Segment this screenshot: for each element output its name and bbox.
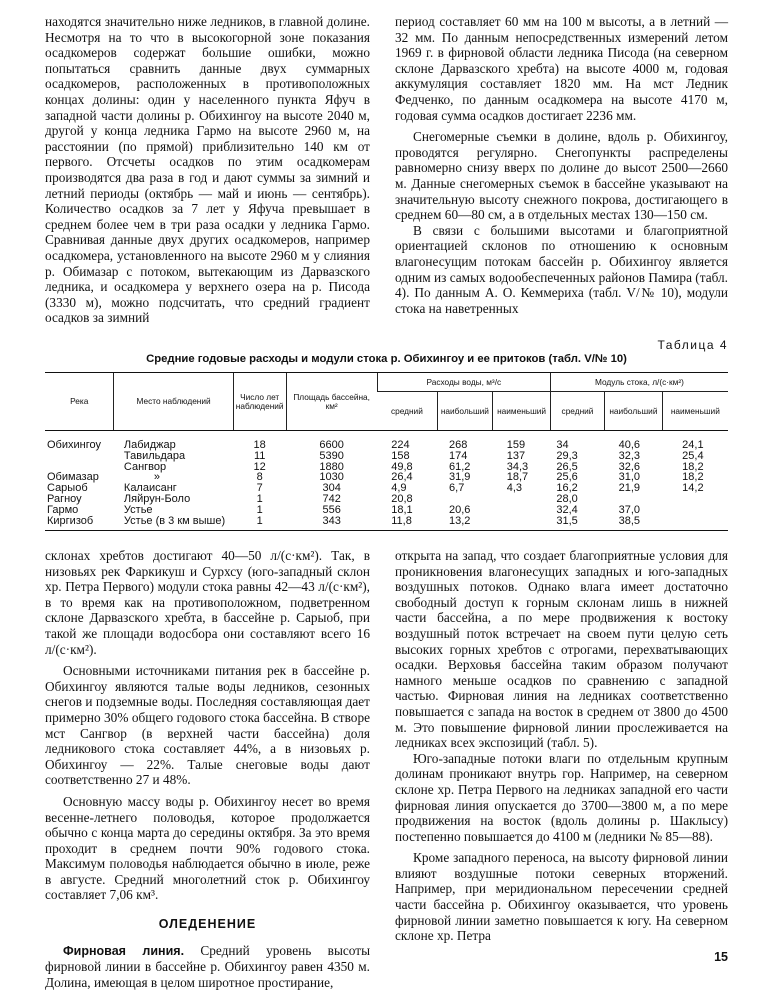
- paragraph: Основными источниками питания рек в бассейне р. Обихингоу являются талые воды ледников, сезонных снегов и подземные воды. Последняя составляющая дает примерно 30% общего годового стока бассейна. В створе мст Сангвор (в верхней части бассейна) доля ледникового стока составляет 44%, а в низовьях р. Обихингоу — 22%. Талые снеговые воды дают соответственно 27 и 48%.: [45, 663, 370, 788]
- paragraph: Снегомерные съемки в долине, вдоль р. Обихингоу, проводятся регулярно. Снегопункты распределены равномерно снизу вверх по долине до высот 2500—2660 м. Данные снегомерных съемок в бассейне указывают на значительную высоту снежного покрова, достигающего в среднем 60—80 см, а в отдельных местах 130—150 см.: [395, 129, 728, 223]
- header-module-mean: средний: [550, 392, 604, 431]
- cell-area: 556: [322, 503, 341, 516]
- cell-place: Тавильдара: [123, 449, 186, 462]
- cell-area: 1880: [319, 460, 344, 473]
- cell-module-max: 21,9: [618, 482, 641, 495]
- header-module-min: наименьший: [662, 392, 728, 431]
- cell-place: Лабиджар: [123, 439, 176, 451]
- cell-flow-min: 34,3: [506, 460, 529, 473]
- bottom-left-column: [45, 548, 370, 990]
- cell-module-mean: 34: [556, 439, 569, 451]
- cell-flow-min: 4,3: [506, 482, 523, 495]
- header-flow-mean: средний: [377, 392, 437, 431]
- header-place: Место наблюдений: [114, 373, 233, 431]
- header-module-group: Модуль стока, л/(с·км²): [550, 373, 728, 392]
- cell-flow-min: [493, 505, 551, 516]
- table-row: [45, 516, 728, 531]
- top-right-column: [395, 14, 728, 316]
- cell-years: 12: [253, 460, 266, 473]
- table-row: [45, 451, 728, 462]
- cell-module-mean: 16,2: [556, 482, 578, 495]
- cell-module-max: 32,6: [618, 460, 641, 473]
- cell-module-mean: 32,4: [556, 503, 578, 516]
- top-left-column: [45, 14, 370, 326]
- cell-module-min: 24,1: [682, 439, 704, 451]
- cell-module-max: 40,6: [618, 439, 641, 451]
- cell-flow-min: 137: [506, 449, 526, 462]
- cell-module-mean: 25,6: [556, 471, 578, 484]
- cell-module-min: [662, 516, 728, 531]
- cell-flow-mean: 26,4: [391, 471, 413, 484]
- cell-module-min: [662, 505, 728, 516]
- paragraph: склонах хребтов достигают 40—50 л/(с·км²). Так, в низовьях рек Фаркикуш и Сурхсу (юго-западный склон хр. Петра Первого) модули стока равны 42—43 л/(с·км²), в то время как на противоположном, подветренном склоне Дарвазского хребта, в бассейне р. Сарыоб, при такой же площади водосбора они составляют всего 16 л/(с·км²).: [45, 548, 370, 657]
- cell-module-max: 37,0: [618, 503, 641, 516]
- section-heading: ОЛЕДЕНЕНИЕ: [158, 917, 257, 932]
- cell-module-min: 14,2: [682, 482, 704, 495]
- cell-area: 742: [322, 492, 341, 505]
- cell-flow-mean: 4,9: [391, 482, 407, 495]
- cell-flow-mean: 49,8: [391, 460, 413, 473]
- cell-flow-min: 159: [506, 439, 526, 451]
- cell-years: 8: [256, 471, 263, 484]
- cell-place: Устье (в 3 км выше): [114, 516, 233, 531]
- cell-module-min: 18,2: [682, 471, 704, 484]
- cell-flow-mean: 18,1: [391, 503, 413, 516]
- header-years: Число лет наблюдений: [233, 373, 286, 431]
- cell-river: Рагноу: [47, 492, 82, 505]
- runin-text: Средний уровень высоты фирновой линии в бассейне р. Обихингоу равен 4350 м. Долина, имеющая в целом широтное простирание,: [45, 942, 370, 990]
- cell-place: Устье: [123, 503, 153, 516]
- paragraph: период составляет 60 мм на 100 м высоты, а в летний — 32 мм. По данным непосредственных измерений летом 1969 г. в фирновой области ледника Писода (на северном склоне Дарвазского хребта) на высоте 4000 м, годовая аккумуляция составляет 1820 мм. На мст Ледник Федченко, по данным осадкомера на высоте 4170 м, годовая сумма осадков достигает 2236 мм.: [395, 14, 728, 123]
- paragraph: Юго-западные потоки влаги по отдельным крупным долинам проникают внутрь гор. Например, на северном склоне хр. Петра Первого на ледниках западной его части фирновая линия опускается до 3700—3800 м, а по мере продвижения на восток (вдоль долины р. Шаклысу) постепенно повышается до 4100 м (ледники № 85—88).: [395, 750, 728, 844]
- table-row: [45, 505, 728, 516]
- cell-flow-max: 61,2: [449, 460, 471, 473]
- table-caption: Средние годовые расходы и модули стока р. Обихингоу и ее притоков (табл. V/№ 10): [146, 353, 627, 365]
- cell-years: 11: [253, 449, 266, 462]
- cell-area: 5390: [319, 449, 344, 462]
- cell-place: »: [153, 471, 161, 484]
- header-flow-min: наименьший: [493, 392, 551, 431]
- cell-area: 343: [286, 516, 377, 531]
- runin-heading: Фирновая линия.: [63, 943, 185, 958]
- header-area: Площадь бассейна, км²: [286, 373, 377, 431]
- header-flow-group: Расходы воды, м³/с: [377, 373, 550, 392]
- paragraph: [45, 943, 370, 991]
- paragraph: Кроме западного переноса, на высоту фирновой линии влияют воздушные потоки северных вторжений. Например, при меридиональном пересечении средней части бассейна р. Обихингоу оказывается, что уровень фирновой линии заметно повышается к югу. На северном склоне хр. Петра: [395, 850, 728, 944]
- table-label: Таблица 4: [657, 338, 728, 352]
- cell-module-min: 18,2: [682, 460, 704, 473]
- header-flow-max: наибольший: [437, 392, 493, 431]
- paragraph: Основную массу воды р. Обихингоу несет во время весенне-летнего половодья, которое продолжается обычно с конца марта до середины октября. За это время проходит в среднем почти 90% годового стока. Максимум половодья наблюдается обычно в июле, реже в августе. Средний многолетний сток р. Обихингоу составляет 7,06 км³.: [45, 793, 370, 903]
- cell-flow-max: 268: [449, 439, 468, 451]
- cell-flow-min: [493, 516, 551, 531]
- cell-module-min: 25,4: [682, 449, 704, 462]
- cell-river: Обихингоу: [47, 439, 101, 451]
- cell-module-max: 31,0: [618, 471, 641, 484]
- cell-module-min: [662, 494, 728, 505]
- paragraph: В связи с большими высотами и благоприятной ориентацией склонов по отношению к основным влагонесущим потокам бассейн р. Обихингоу является одним из самых водообеспеченных районов Памира (табл. 4). По данным А. О. Кеммериха (табл. V/№ 10), модули стока на наветренных: [395, 222, 728, 316]
- paragraph: находятся значительно ниже ледников, в главной долине. Несмотря на то что в высокогорной зоне показания осадкомеров содержат большие ошибки, можно попытаться сравнить данные двух суммарных осадкомеров, расположенных в противоположных концах долины: один у населенного пункта Яфуч в западной части долины р. Обихингоу на высоте 2040 м, другой у конца ледника Гармо на высоте 2960 м, на расстоянии (по прямой) приблизительно 140 км от первого. Отсчеты осадков по этим осадкомерам производятся два раза в год и дают суммы за зимний и летний периоды (октябрь — май и июнь — сентябрь). Количество осадков за 7 лет у Яфуча превышает в среднем более чем в три раза осадки у ледника Гармо. Сравнивая данные двух других осадкомеров, например осадкомера, установленного на высоте 2960 м у слияния р. Обимазар с потоком, вытекающим из Дарвазского ледника, и осадкомера у верхнего озера на р. Писода (3330 м), можно подсчитать, что средний градиент осадков за зимний: [45, 14, 370, 326]
- cell-area: 6600: [319, 439, 344, 451]
- cell-years: 7: [256, 482, 263, 495]
- cell-place: Сангвор: [123, 460, 167, 473]
- runoff-table: [45, 372, 728, 531]
- cell-flow-max: 31,9: [449, 471, 471, 484]
- header-river: Река: [45, 373, 114, 431]
- cell-river: Киргизоб: [45, 516, 114, 531]
- cell-river: Сарыоб: [47, 482, 88, 495]
- cell-flow-mean: 158: [391, 449, 410, 462]
- cell-module-max: 38,5: [605, 516, 663, 531]
- cell-flow-max: 20,6: [449, 503, 471, 516]
- cell-flow-mean: 20,8: [391, 492, 413, 505]
- cell-years: 1: [256, 492, 263, 505]
- cell-river: Гармо: [47, 503, 79, 516]
- cell-flow-mean: 224: [391, 439, 410, 451]
- cell-module-mean: 29,3: [556, 449, 578, 462]
- cell-river: Обимазар: [47, 471, 99, 484]
- cell-years: 18: [253, 439, 266, 451]
- cell-river: [45, 451, 114, 462]
- cell-years: 1: [233, 516, 286, 531]
- cell-module-mean: 31,5: [550, 516, 604, 531]
- cell-flow-min: 18,7: [506, 471, 529, 484]
- cell-years: 1: [256, 503, 263, 516]
- cell-place: Калаисанг: [123, 482, 177, 495]
- cell-flow-max: 6,7: [449, 482, 465, 495]
- cell-flow-min: [493, 494, 551, 505]
- cell-area: 1030: [319, 471, 344, 484]
- table-body: [45, 431, 728, 531]
- bottom-right-column: [395, 548, 728, 944]
- cell-module-max: 32,3: [618, 449, 641, 462]
- header-module-max: наибольший: [605, 392, 663, 431]
- page-number: 15: [714, 950, 728, 964]
- table-row: [45, 431, 728, 451]
- paragraph: открыта на запад, что создает благоприятные условия для проникновения влагонесущих западных и юго-западных воздушных потоков. Однако влага имеет достаточно свободный доступ к горным склонам лишь в нижней части бассейна, а по мере продвижения к востоку воздушный поток встречает на своем пути целую сеть высоких горных хребтов с отрогами, перехватывающих осадки. Верховья бассейна таким образом получают намного меньше осадков по сравнению с западной частью. Фирновая линия на ледниках соответственно повышается с запада на восток в среднем от 3800 до 4500 м. Это повышение фирновой линии прослеживается на ледниках всех экспозиций (табл. 5).: [395, 548, 728, 751]
- cell-flow-max: 13,2: [437, 516, 493, 531]
- cell-flow-mean: 11,8: [377, 516, 437, 531]
- cell-module-mean: 26,5: [556, 460, 578, 473]
- cell-area: 304: [322, 482, 341, 495]
- cell-flow-max: 174: [449, 449, 468, 462]
- cell-place: Ляйрун-Боло: [123, 492, 191, 505]
- cell-module-mean: 28,0: [556, 492, 578, 505]
